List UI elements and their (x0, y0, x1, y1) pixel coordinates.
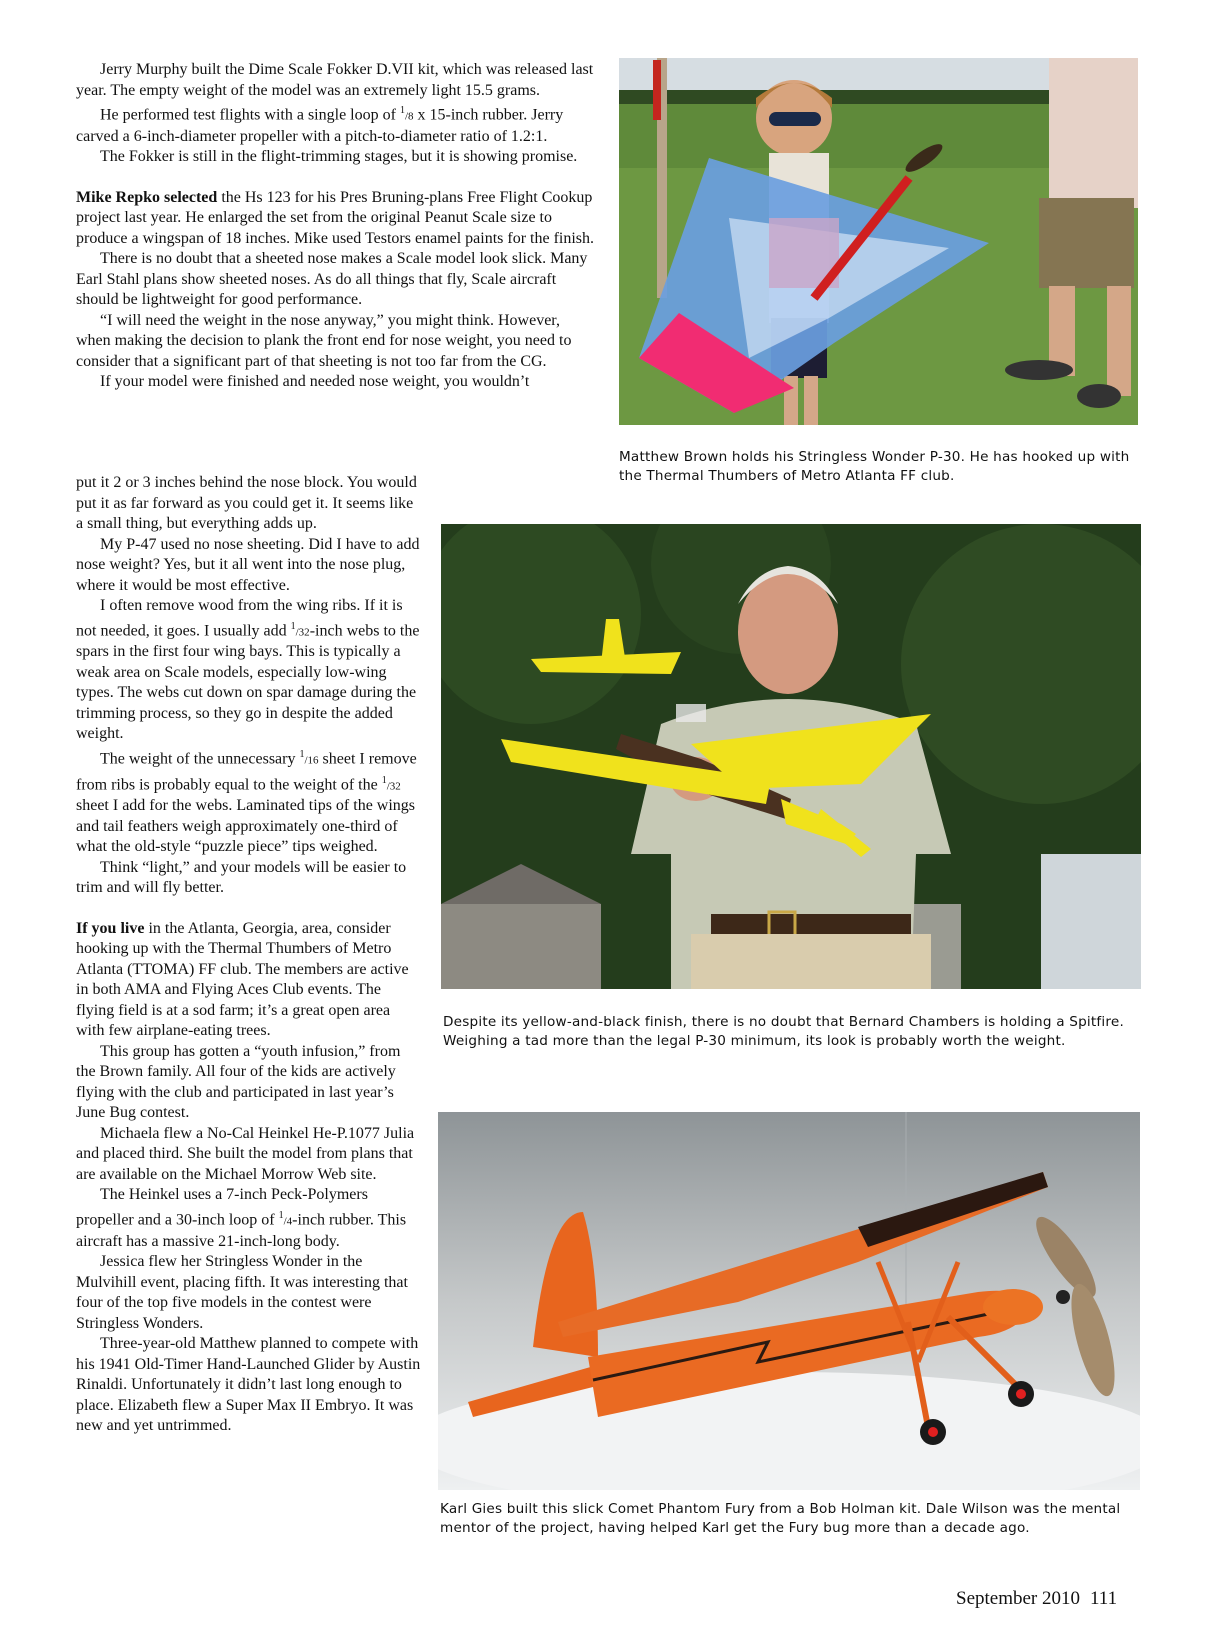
paragraph: He performed test flights with a single loop of $^1$/8 x 15-inch rubber. Jerry carved a 6-inch-diameter propeller with a pitch-to-diameter ratio of 1.2:1. (76, 105, 564, 145)
lead-in: Mike Repko selected (76, 188, 218, 206)
paragraph: The weight of the unnecessary $^1$/16 sheet I remove from ribs is probably equal to the weight of the $^1$/32 sheet I add for the webs. Laminated tips of the wings and tail feathers weigh approximately one-third of what the old-style “puzzle piece” tips weighed. (76, 748, 417, 856)
paragraph: I often remove wood from the wing ribs. If it is not needed, it goes. I usually add $^1$/32-inch webs to the spars in the first four wing bays. This is typically a weak area on Scale models, especially low-wing types. The webs cut down on spar damage during the trimming process, so they go in despite the added weight. (76, 597, 420, 743)
text-column-top (76, 60, 596, 393)
page-number: 111 (1090, 1588, 1118, 1609)
photo-caption: Despite its yellow-and-black finish, there is no doubt that Bernard Chambers is holding a Spitfire. Weighing a tad more than the legal P-30 minimum, its look is probably worth the weight. (443, 1014, 1124, 1049)
paragraph: Think “light,” and your models will be easier to trim and will fly better. (76, 858, 407, 897)
paragraph: There is no doubt that a sheeted nose makes a Scale model look slick. Many Earl Stahl plans show sheeted noses. As do all things that fly, Scale aircraft should be lightweight for good performance. (76, 250, 588, 309)
photo-caption: Karl Gies built this slick Comet Phantom Fury from a Bob Holman kit. Dale Wilson was the mental mentor of the project, having helped Karl get the Fury bug more than a decade ago. (440, 1501, 1121, 1536)
paragraph: Jerry Murphy built the Dime Scale Fokker D.VII kit, which was released last year. The empty weight of the model was an extremely light 15.5 grams. (76, 61, 594, 99)
paragraph: Michaela flew a No-Cal Heinkel He-P.1077 Julia and placed third. She built the model from plans that are available on the Michael Morrow Web site. (76, 1124, 415, 1183)
paragraph: The Fokker is still in the flight-trimming stages, but it is showing promise. (100, 148, 578, 166)
photo-comet-phantom-fury (438, 1112, 1140, 1490)
paragraph: Mike Repko selected the Hs 123 for his Pres Bruning-plans Free Flight Cookup project last year. He enlarged the set from the original Peanut Scale size to produce a wingspan of 18 inches. Mike used Testors enamel paints for the finish. (76, 188, 595, 247)
paragraph: The Heinkel uses a 7-inch Peck-Polymers propeller and a 30-inch loop of $^1$/4-inch rubber. This aircraft has a massive 21-inch-long body. (76, 1186, 407, 1250)
paragraph: “I will need the weight in the nose anyway,” you might think. However, when making the decision to plank the front end for nose weight, you need to consider that a significant part of that sheeting is not too far from the CG. (76, 311, 572, 370)
paragraph: Jessica flew her Stringless Wonder in the Mulvihill event, placing fifth. It was interesting that four of the top five models in the contest were Stringless Wonders. (76, 1253, 408, 1332)
photo-caption: Matthew Brown holds his Stringless Wonder P-30. He has hooked up with the Thermal Thumbers of Metro Atlanta FF club. (619, 449, 1130, 484)
paragraph: Three-year-old Matthew planned to compete with his 1941 Old-Timer Hand-Launched Glider by Austin Rinaldi. Unfortunately it didn’t last long enough to place. Elizabeth flew a Super Max II Embryo. It was new and yet untrimmed. (76, 1335, 421, 1435)
paragraph: If your model were finished and needed nose weight, you wouldn’t (100, 373, 530, 391)
paragraph: If you live in the Atlanta, Georgia, area, consider hooking up with the Thermal Thumbers of Metro Atlanta (TTOMA) FF club. The members are active in both AMA and Flying Aces Club events. The flying field is at a sod farm; it’s a great open area with few airplane-eating trees. (76, 919, 409, 1040)
page-footer (956, 1588, 1117, 1610)
paragraph: put it 2 or 3 inches behind the nose block. You would put it as far forward as you could get it. It seems like a small thing, but everything adds up. (76, 474, 417, 532)
photo-bernard-chambers (441, 524, 1141, 989)
lead-in: If you live (76, 919, 145, 937)
paragraph: My P-47 used no nose sheeting. Did I have to add nose weight? Yes, but it all went into the nose plug, where it would be most effective. (76, 535, 420, 594)
photo-matthew-brown (619, 58, 1138, 425)
paragraph: This group has gotten a “youth infusion,” from the Brown family. All four of the kids are actively flying with the club and participated in last year’s June Bug contest. (76, 1042, 401, 1122)
issue-date: September 2010 (956, 1588, 1081, 1609)
text-column-middle (76, 473, 422, 1437)
